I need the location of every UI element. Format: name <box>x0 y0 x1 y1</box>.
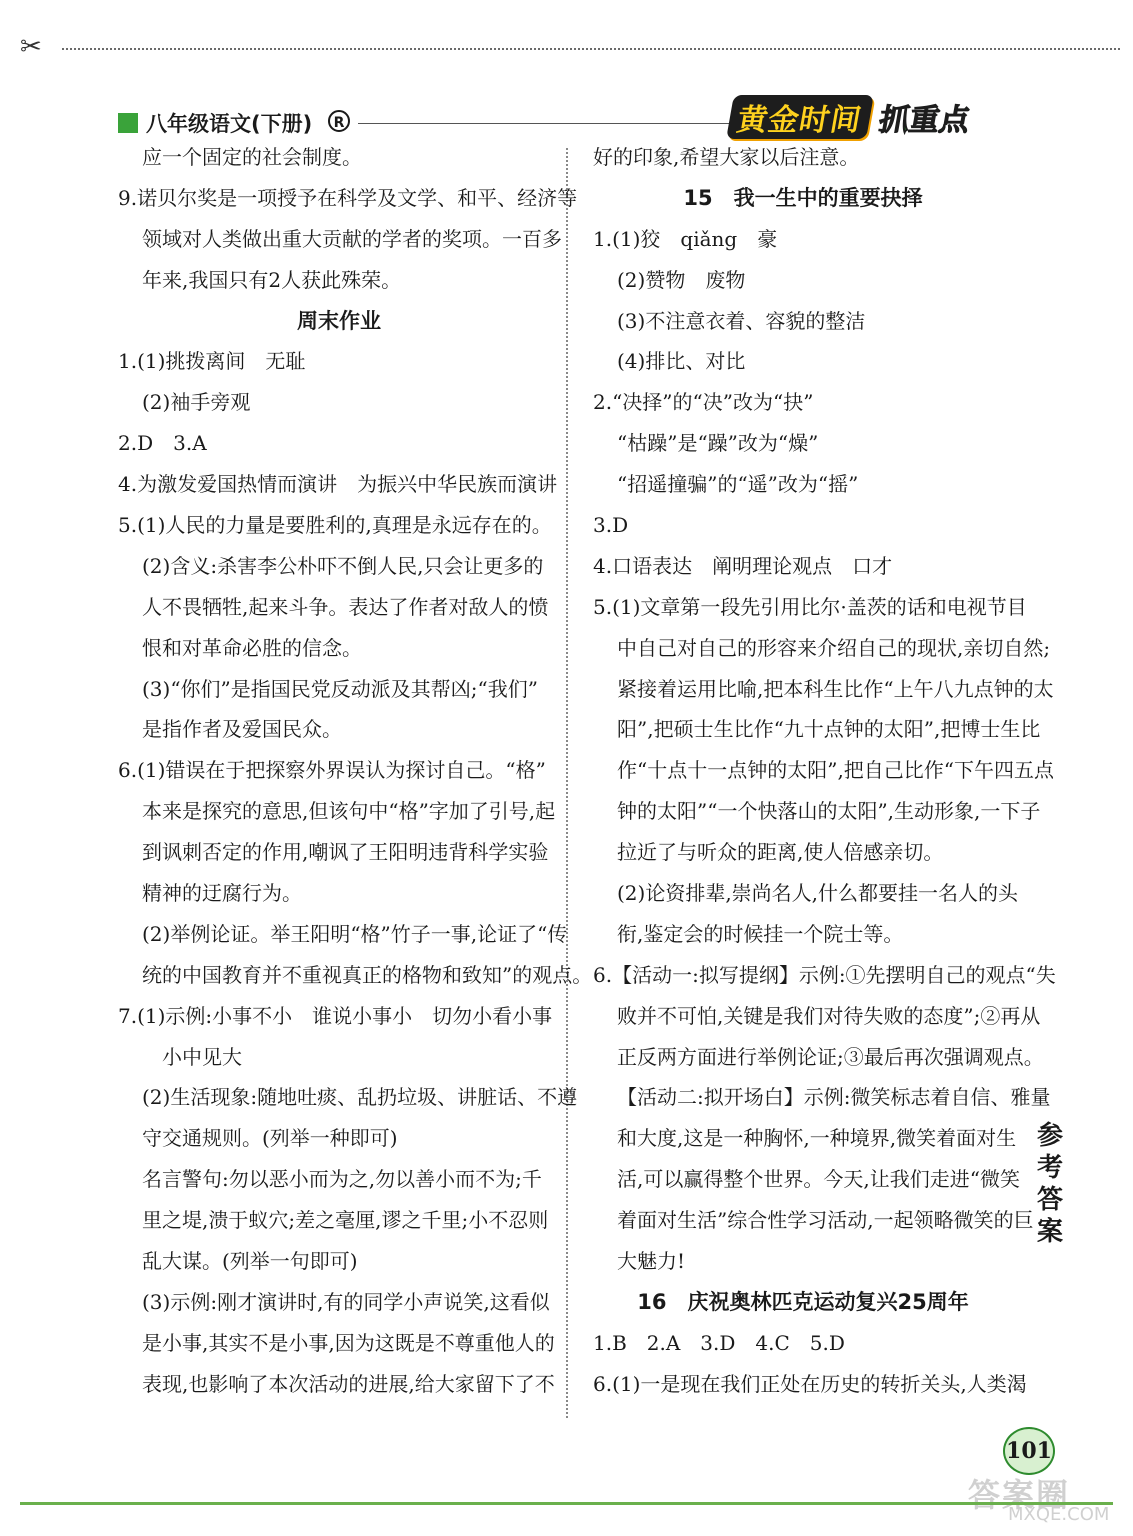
text-line: 应一个固定的社会制度。 <box>142 145 362 169</box>
text-line: 败并不可怕,关键是我们对待失败的态度”;②再从 <box>617 1003 1041 1028</box>
green-square-icon <box>118 113 138 133</box>
brand-logo <box>730 94 973 140</box>
text-line: 9.诺贝尔奖是一项授予在科学及文学、和平、经济等 <box>118 185 578 210</box>
book-title: 八年级语文(下册) <box>146 112 313 136</box>
text-line: 钟的太阳”“一个快落山的太阳”,生动形象,一下子 <box>617 799 1041 824</box>
text-line: 6.(1)错误在于把探察外界误认为探讨自己。“格” <box>118 758 546 783</box>
left-column <box>118 137 593 1405</box>
text-line: 6.【活动一:拟写提纲】示例:①先摆明自己的观点“失 <box>593 962 1056 987</box>
text-line: 恨和对革命必胜的信念。 <box>142 635 362 660</box>
text-line: 5.(1)人民的力量是要胜利的,真理是永远存在的。 <box>118 513 552 538</box>
text-line: (2)袖手旁观 <box>142 390 251 415</box>
section-heading: 16 庆祝奥林匹克运动复兴25周年 <box>637 1289 969 1314</box>
side-label <box>1030 1120 1070 1248</box>
column-divider <box>566 148 568 1418</box>
text-line: 2.D 3.A <box>118 431 207 456</box>
side-label-char: 答 <box>1036 1185 1063 1215</box>
text-line: (3)示例:刚才演讲时,有的同学小声说笑,这看似 <box>142 1289 550 1314</box>
side-label-char: 考 <box>1036 1153 1063 1183</box>
logo-key-points: 抓重点 <box>876 103 973 138</box>
text-line: 4.口语表达 阐明理论观点 口才 <box>593 553 893 578</box>
text-line: (3)不注意衣着、容貌的整洁 <box>617 308 866 333</box>
text-line: 年来,我国只有2人获此殊荣。 <box>142 267 402 292</box>
text-line: 是指作者及爱国民众。 <box>142 717 342 742</box>
text-line: 好的印象,希望大家以后注意。 <box>593 145 860 169</box>
text-line: 本来是探究的意思,但该句中“格”字加了引号,起 <box>142 799 556 824</box>
side-label-char: 参 <box>1036 1121 1063 1151</box>
text-line: 表现,也影响了本次活动的进展,给大家留下了不 <box>142 1371 555 1396</box>
text-line: (2)举例论证。举王阳明“格”竹子一事,论证了“传 <box>142 921 568 946</box>
text-line: 紧接着运用比喻,把本科生比作“上午八九点钟的太 <box>617 676 1054 701</box>
dotted-cut-rule <box>62 48 1120 50</box>
text-line: 和大度,这是一种胸怀,一种境界,微笑着面对生 <box>617 1126 1017 1151</box>
text-line: 拉近了与听众的距离,使人倍感亲切。 <box>617 840 944 865</box>
text-line: 里之堤,溃于蚁穴;差之毫厘,谬之千里;小不忍则 <box>142 1208 549 1233</box>
text-line: 2.“决择”的“决”改为“抉” <box>593 390 814 415</box>
text-line: 守交通规则。(列举一种即可) <box>142 1126 398 1151</box>
section-heading: 周末作业 <box>297 308 381 333</box>
text-line: 小中见大 <box>162 1044 242 1069</box>
text-line: 正反两方面进行举例论证;③最后再次强调观点。 <box>617 1044 1044 1069</box>
text-line: 大魅力! <box>617 1249 686 1274</box>
text-line: “枯躁”是“躁”改为“燥” <box>617 431 819 456</box>
watermark-logo <box>968 1470 1118 1530</box>
watermark-url: MXQE.COM <box>1008 1504 1110 1525</box>
text-line: 6.(1)一是现在我们正处在历史的转折关头,人类渴 <box>593 1371 1027 1396</box>
text-line: (4)排比、对比 <box>617 349 746 374</box>
bottom-rule <box>20 1502 1113 1505</box>
text-line: “招遥撞骗”的“遥”改为“摇” <box>617 472 859 497</box>
logo-golden-time: 黄金时间 <box>726 95 874 139</box>
text-line: 中自己对自己的形容来介绍自己的现状,亲切自然; <box>617 635 1051 660</box>
text-line: (3)“你们”是指国民党反动派及其帮凶;“我们” <box>142 676 538 701</box>
cut-line <box>20 32 1120 62</box>
text-line: 【活动二:拟开场白】示例:微笑标志着自信、雅量 <box>617 1085 1051 1110</box>
watermark-text: 答案圈 <box>968 1476 1071 1514</box>
text-line: 3.D <box>593 513 629 538</box>
text-line: 1.(1)挑拨离间 无耻 <box>118 349 306 374</box>
text-line: (2)生活现象:随地吐痰、乱扔垃圾、讲脏话、不遵 <box>142 1085 578 1110</box>
text-line: 活,可以赢得整个世界。今天,让我们走进“微笑 <box>617 1167 1020 1192</box>
edition-badge: R <box>328 110 350 132</box>
text-line: 到讽刺否定的作用,嘲讽了王阳明违背科学实验 <box>142 840 549 865</box>
text-line: 1.(1)狡 qiǎng 豪 <box>593 226 778 251</box>
text-line: 人不畏牺牲,起来斗争。表达了作者对敌人的愤 <box>142 594 549 619</box>
text-line: 领域对人类做出重大贡献的学者的奖项。一百多 <box>142 226 562 251</box>
text-line: (2)论资排辈,崇尚名人,什么都要挂一名人的头 <box>617 881 1019 906</box>
text-line: 着面对生活”综合性学习活动,一起领略微笑的巨 <box>617 1208 1034 1233</box>
section-heading: 15 我一生中的重要抉择 <box>683 185 923 210</box>
text-line: (2)赞物 废物 <box>617 267 746 292</box>
page-number: 101 <box>1003 1427 1055 1475</box>
text-line: 阳”,把硕士生比作“九十点钟的太阳”,把博士生比 <box>617 717 1041 742</box>
text-line: 是小事,其实不是小事,因为这既是不尊重他人的 <box>142 1330 555 1355</box>
text-line: (2)含义:杀害李公朴吓不倒人民,只会让更多的 <box>142 553 544 578</box>
text-line: 1.B 2.A 3.D 4.C 5.D <box>593 1330 845 1355</box>
side-label-char: 案 <box>1036 1217 1063 1247</box>
right-column <box>593 137 1056 1405</box>
text-line: 7.(1)示例:小事不小 谁说小事小 切勿小看小事 <box>118 1003 553 1028</box>
text-line: 5.(1)文章第一段先引用比尔·盖茨的话和电视节目 <box>593 594 1027 619</box>
text-line: 作“十点十一点钟的太阳”,把自己比作“下午四五点 <box>617 758 1055 783</box>
text-line: 衔,鉴定会的时候挂一个院士等。 <box>617 921 904 946</box>
text-line: 统的中国教育并不重视真正的格物和致知”的观点。 <box>142 962 593 987</box>
scissors-icon: ✂ <box>20 32 42 62</box>
text-line: 乱大谋。(列举一句即可) <box>142 1249 358 1274</box>
text-line: 精神的迂腐行为。 <box>142 881 302 906</box>
text-line: 4.为激发爱国热情而演讲 为振兴中华民族而演讲 <box>118 472 558 497</box>
text-line: 名言警句:勿以恶小而为之,勿以善小而不为;千 <box>142 1167 542 1192</box>
